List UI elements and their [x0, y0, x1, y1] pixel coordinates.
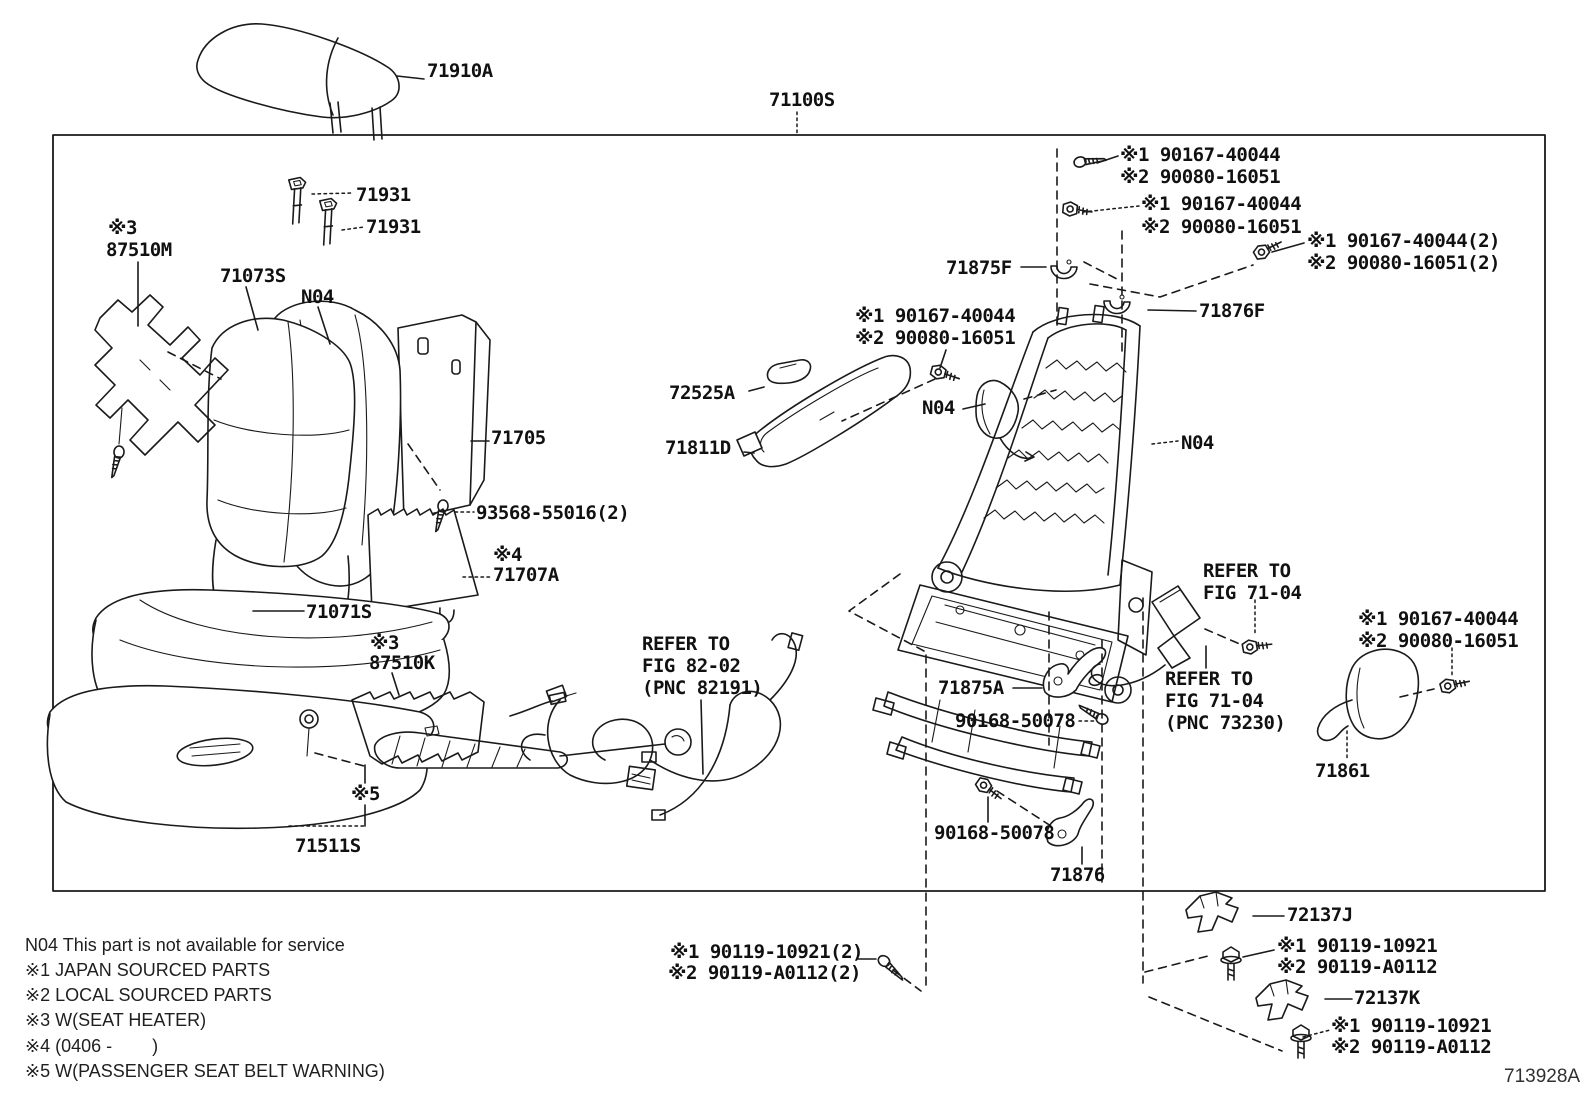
lock-71875a	[1043, 648, 1105, 697]
cross-reference: FIG 71-04	[1203, 582, 1302, 604]
note-4: ※4 (0406 - )	[25, 1036, 159, 1056]
side-pad-drawing	[976, 380, 1034, 461]
seat-back-board-drawing	[398, 315, 490, 520]
note-1: ※1 JAPAN SOURCED PARTS	[25, 960, 271, 980]
cross-reference: (PNC 82191)	[642, 677, 763, 699]
part-callout-71931: 71931	[366, 216, 421, 238]
note-2: ※2 LOCAL SOURCED PARTS	[25, 985, 272, 1005]
cushion-pad-drawing	[47, 686, 433, 829]
part-callout-71511s: 71511S	[295, 835, 361, 857]
note-n04: N04 This part is not available for service	[25, 935, 345, 955]
hardware-callout: ※1 90167-40044	[855, 305, 1016, 327]
recliner-cover-drawing	[1318, 649, 1419, 740]
part-callout-71811d: 71811D	[665, 437, 731, 459]
part-callout-71875a: 71875A	[938, 677, 1004, 699]
part-callout-71910a: 71910A	[427, 60, 493, 82]
variant-mark: ※4	[493, 544, 522, 566]
hardware-callout: ※1 90119-10921	[1331, 1015, 1492, 1037]
hardware-callout: ※1 90167-40044	[1141, 193, 1302, 215]
hardware-callout: ※1 90119-10921(2)	[670, 941, 863, 963]
hardware-callout: ※2 90080-16051	[1120, 166, 1281, 188]
part-callout-71073s: 71073S	[220, 265, 286, 287]
part-callout-71931: 71931	[356, 184, 411, 206]
seat-heater-back-drawing	[95, 295, 228, 455]
note-3: ※3 W(SEAT HEATER)	[25, 1010, 207, 1030]
variant-mark: ※3	[370, 632, 399, 654]
hardware-callout: ※2 90080-16051	[1358, 630, 1519, 652]
part-callout-72137j: 72137J	[1287, 904, 1353, 926]
part-callout-71861: 71861	[1315, 760, 1370, 782]
bracket-72137k	[1256, 980, 1308, 1020]
hardware-callout: ※1 90167-40044	[1120, 144, 1281, 166]
hardware-callout: ※2 90080-16051(2)	[1307, 252, 1500, 274]
part-callout-72137k: 72137K	[1354, 987, 1420, 1009]
part-callout-72525a: 72525A	[669, 382, 735, 404]
part-callout-71100s: 71100S	[769, 89, 835, 111]
hardware-callout: ※2 90119-A0112	[1331, 1036, 1492, 1058]
part-callout-87510m: 87510M	[106, 239, 172, 261]
hardware-callout: ※2 90119-A0112(2)	[668, 962, 861, 984]
part-callout-90168: 90168-50078	[934, 822, 1055, 844]
cross-reference: REFER TO	[1203, 560, 1291, 582]
part-callout-71876f: 71876F	[1199, 300, 1265, 322]
cross-reference: FIG 82-02	[642, 655, 741, 677]
note-5: ※5 W(PASSENGER SEAT BELT WARNING)	[25, 1061, 385, 1081]
part-callout-71875f: 71875F	[946, 257, 1012, 279]
hook-71876f	[1104, 295, 1130, 314]
variant-mark: ※3	[108, 217, 137, 239]
cross-reference: FIG 71-04	[1165, 690, 1264, 712]
part-callout-71705: 71705	[491, 427, 546, 449]
part-callout-90168: 90168-50078	[955, 710, 1076, 732]
cushion-shield-drawing	[737, 356, 910, 467]
part-callout-71876: 71876	[1050, 864, 1105, 886]
recline-handle-drawing	[767, 360, 810, 383]
not-serviced-mark: N04	[1181, 432, 1214, 454]
headrest-drawing	[197, 24, 399, 140]
hardware-callout: ※2 90080-16051	[1141, 216, 1302, 238]
bracket-72137j	[1186, 892, 1238, 932]
hardware-callout: ※2 90080-16051	[855, 327, 1016, 349]
hardware-callout: ※2 90119-A0112	[1277, 956, 1438, 978]
part-callout-93568: 93568-55016(2)	[476, 502, 630, 524]
figure-code: 713928A	[1504, 1066, 1581, 1087]
cross-reference: REFER TO	[642, 633, 730, 655]
cross-reference: REFER TO	[1165, 668, 1253, 690]
variant-mark: ※5	[351, 783, 380, 805]
not-serviced-mark: N04	[922, 397, 955, 419]
not-serviced-mark: N04	[301, 286, 334, 308]
hardware-callout: ※1 90167-40044	[1358, 608, 1519, 630]
hardware-callout: ※1 90119-10921	[1277, 935, 1438, 957]
part-callout-71071s: 71071S	[306, 601, 372, 623]
hardware-callout: ※1 90167-40044(2)	[1307, 230, 1500, 252]
cross-reference: (PNC 73230)	[1165, 712, 1286, 734]
part-callout-87510k: 87510K	[369, 652, 435, 674]
part-callout-71707a: 71707A	[493, 564, 559, 586]
hook-71875f	[1051, 260, 1077, 279]
